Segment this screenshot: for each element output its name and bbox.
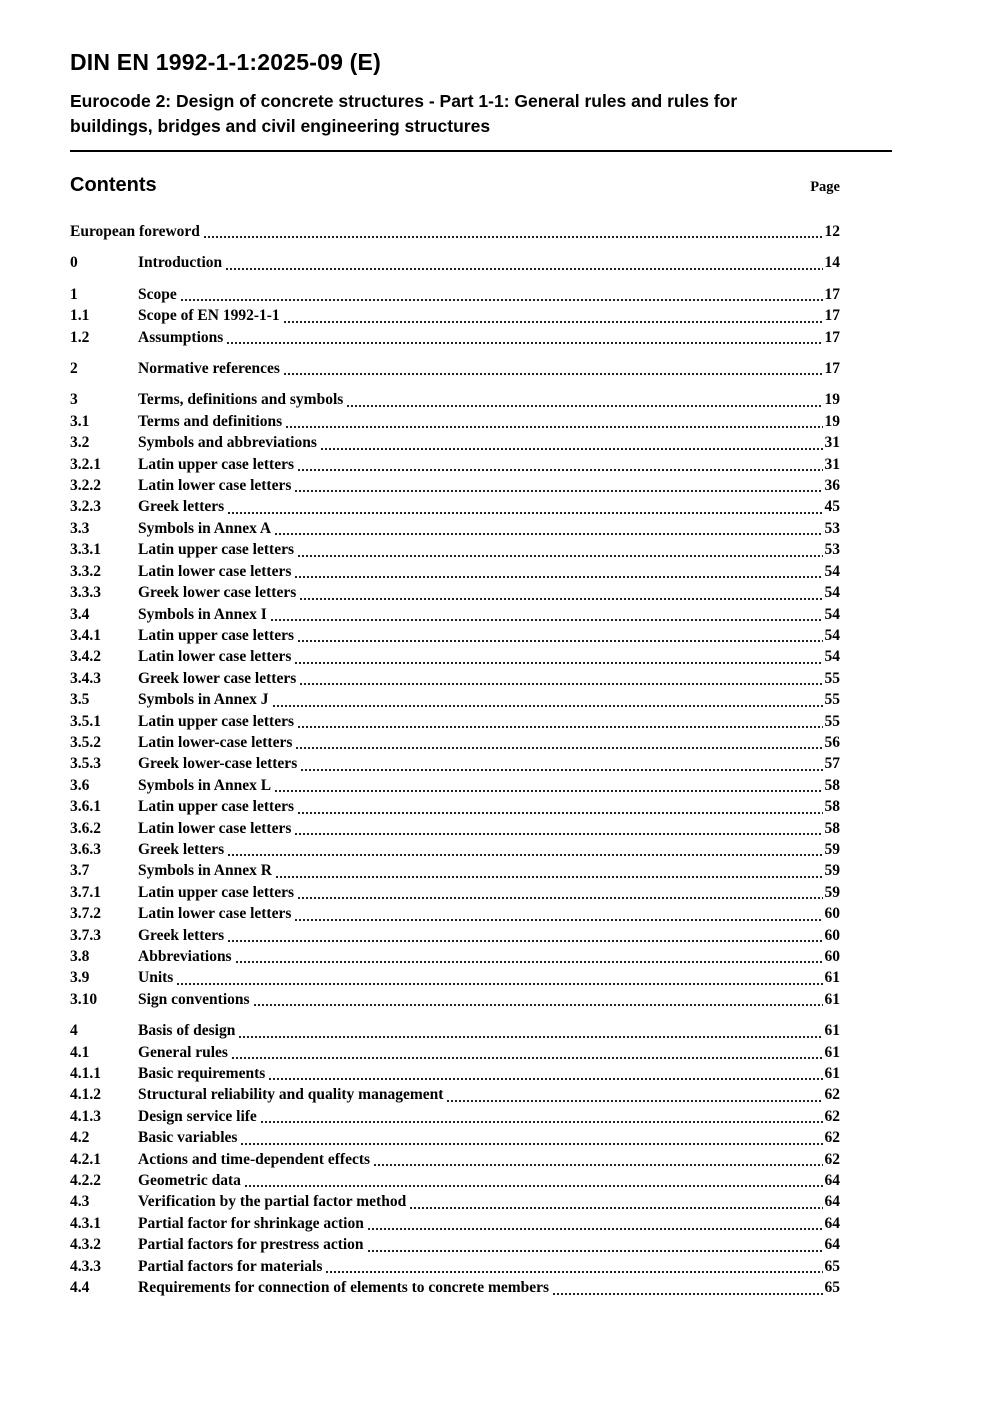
toc-leader-dots xyxy=(295,746,822,750)
toc-entry-page: 31 xyxy=(824,455,840,473)
toc-entry-number: 4.1.1 xyxy=(70,1065,101,1083)
toc-leader-dots xyxy=(244,1184,823,1188)
toc-entry-title: Latin upper case letters xyxy=(138,798,294,816)
toc-entry-title: Latin upper case letters xyxy=(138,541,294,559)
toc-leader-dots xyxy=(260,1120,823,1124)
toc-entry-page: 61 xyxy=(824,1043,840,1061)
toc-entry-page: 64 xyxy=(824,1214,840,1232)
toc-entry-number: 4.1.3 xyxy=(70,1107,101,1125)
toc-entry-page: 53 xyxy=(824,519,840,537)
toc-leader-dots xyxy=(346,404,822,408)
toc-entry-page: 64 xyxy=(824,1236,840,1254)
toc-leader-dots xyxy=(283,372,823,376)
toc-entry-page: 31 xyxy=(824,434,840,452)
toc-entry-page: 54 xyxy=(824,584,840,602)
toc-entry-number: 3.9 xyxy=(70,969,90,987)
toc-entry-page: 60 xyxy=(824,926,840,944)
toc-leader-dots xyxy=(297,896,823,900)
toc-entry-title: Latin upper case letters xyxy=(138,626,294,644)
toc-entry xyxy=(70,903,840,924)
toc-leader-dots xyxy=(294,832,822,836)
toc-leader-dots xyxy=(297,725,823,729)
toc-leader-dots xyxy=(283,320,823,324)
toc-entry-title: Units xyxy=(138,969,174,987)
toc-entry-title: Abbreviations xyxy=(138,948,232,965)
toc-leader-dots xyxy=(240,1142,822,1146)
toc-entry xyxy=(70,882,840,903)
toc-entry-number: 3.6.3 xyxy=(70,840,101,858)
toc-entry xyxy=(70,518,840,539)
document-id: DIN EN 1992-1-1:2025-09 (E) xyxy=(70,49,381,75)
toc-entry-number: 3.3.1 xyxy=(70,541,101,559)
toc-entry xyxy=(70,1170,840,1191)
toc-entry-title: Symbols in Annex J xyxy=(138,691,269,709)
toc-entry-page: 58 xyxy=(824,798,840,816)
toc-entry-page: 61 xyxy=(824,969,840,987)
toc-entry xyxy=(70,711,840,732)
toc-entry-page: 36 xyxy=(824,477,840,495)
toc-entry-page: 55 xyxy=(824,712,840,730)
toc-entry xyxy=(70,1084,840,1105)
toc-entry-page: 14 xyxy=(824,254,840,272)
toc-entry-number: 4.2 xyxy=(70,1129,90,1147)
toc-entry xyxy=(70,539,840,560)
toc-entry-page: 65 xyxy=(824,1279,840,1297)
toc-entry-number: 3.2.2 xyxy=(70,477,101,495)
toc-entry-page: 54 xyxy=(824,562,840,580)
toc-entry xyxy=(70,475,840,496)
toc-entry-title: Basic variables xyxy=(138,1129,238,1147)
toc-entry-number: 1.1 xyxy=(70,307,90,325)
toc-leader-dots xyxy=(300,768,822,772)
toc-entry xyxy=(70,1149,840,1170)
toc-entry-title: Geometric data xyxy=(138,1172,241,1190)
toc-entry-number: 4.2.2 xyxy=(70,1172,101,1190)
toc-leader-dots xyxy=(270,618,823,622)
toc-entry-page: 17 xyxy=(824,328,840,346)
toc-entry xyxy=(70,389,840,410)
toc-entry-page: 59 xyxy=(824,840,840,858)
toc-entry-page: 55 xyxy=(824,669,840,687)
toc-leader-dots xyxy=(253,1003,823,1007)
toc-entry-number: 3.10 xyxy=(70,990,98,1008)
header-divider xyxy=(70,150,892,152)
toc-entry-page: 17 xyxy=(824,360,840,378)
toc-entry-title: Symbols and abbreviations xyxy=(138,434,317,452)
toc-entry-number: 2 xyxy=(70,360,78,378)
toc-entry-title: General rules xyxy=(138,1043,228,1061)
toc-entry-number: 3.6.1 xyxy=(70,798,101,816)
toc-entry-title: Latin lower case letters xyxy=(138,905,292,923)
toc-leader-dots xyxy=(552,1292,822,1296)
toc-leader-dots xyxy=(268,1077,822,1081)
toc-entry-number: 4.2.1 xyxy=(70,1150,101,1168)
toc-entry-title: Latin upper case letters xyxy=(138,455,294,473)
toc-entry-number: 3.3.2 xyxy=(70,562,101,580)
page-column-label: Page xyxy=(810,179,840,195)
toc-leader-dots xyxy=(180,298,823,302)
toc-entry-number: 4.4 xyxy=(70,1279,90,1297)
toc-entry-title: Assumptions xyxy=(138,328,224,346)
toc-entry xyxy=(70,454,840,475)
toc-entry-page: 56 xyxy=(824,733,840,751)
toc-entry xyxy=(70,604,840,625)
toc-entry-number: 3.7 xyxy=(70,862,90,880)
toc-entry-title: Requirements for connection of elements to concrete members xyxy=(138,1279,550,1297)
toc-leader-dots xyxy=(294,575,822,579)
document-subtitle xyxy=(70,89,922,139)
toc-entry-page: 64 xyxy=(824,1193,840,1211)
toc-entry-title: Latin lower case letters xyxy=(138,819,292,837)
toc-entry-page: 54 xyxy=(824,648,840,666)
toc-entry-title: Symbols in Annex A xyxy=(138,519,272,537)
toc-entry-page: 12 xyxy=(824,223,840,240)
toc-entry-number: 3.4.3 xyxy=(70,669,101,687)
toc-leader-dots xyxy=(320,447,823,451)
toc-entry-number: 3.2 xyxy=(70,434,90,452)
toc-entry xyxy=(70,625,840,646)
toc-entry-title: Scope of EN 1992-1-1 xyxy=(138,307,280,325)
contents-header xyxy=(70,174,840,197)
toc-entry xyxy=(70,252,840,273)
toc-leader-dots xyxy=(297,811,823,815)
toc-entry xyxy=(70,860,840,881)
toc-leader-dots xyxy=(297,468,823,472)
toc-entry-page: 54 xyxy=(824,605,840,623)
toc-entry-title: Latin lower case letters xyxy=(138,477,292,495)
document-subtitle-line2: buildings, bridges and civil engineering structures xyxy=(70,116,491,136)
toc-leader-dots xyxy=(274,532,822,536)
toc-leader-dots xyxy=(373,1163,822,1167)
toc-entry-page: 17 xyxy=(824,285,840,303)
toc-entry-number: 4 xyxy=(70,1022,78,1040)
toc-entry-page: 58 xyxy=(824,776,840,794)
toc-entry-title: Design service life xyxy=(138,1107,257,1125)
toc-entry xyxy=(70,221,840,242)
toc-entry-page: 61 xyxy=(824,1065,840,1083)
toc-entry xyxy=(70,753,840,774)
toc-entry-title: Structural reliability and quality management xyxy=(138,1086,444,1104)
toc-entry-number: 4.1.2 xyxy=(70,1086,101,1104)
toc-entry-number: 3.2.1 xyxy=(70,455,101,473)
toc-entry-page: 64 xyxy=(824,1172,840,1190)
toc-entry xyxy=(70,796,840,817)
toc-entry-title: Basis of design xyxy=(138,1022,236,1040)
toc-entry-number: 3.8 xyxy=(70,948,90,965)
toc-entry xyxy=(70,925,840,946)
contents-heading: Contents xyxy=(70,174,157,196)
toc-entry-page: 60 xyxy=(824,905,840,923)
toc-entry-number: 1 xyxy=(70,285,78,303)
toc-leader-dots xyxy=(227,939,822,943)
toc-leader-dots xyxy=(294,918,822,922)
toc-entry xyxy=(70,732,840,753)
toc-entry-number: 4.3 xyxy=(70,1193,90,1211)
toc-entry-title: Verification by the partial factor method xyxy=(138,1193,407,1211)
toc-entry xyxy=(70,818,840,839)
toc-entry xyxy=(70,775,840,796)
toc-leader-dots xyxy=(446,1099,822,1103)
toc-leader-dots xyxy=(297,639,823,643)
toc-entry-number: 4.3.2 xyxy=(70,1236,101,1254)
toc-entry-number: 3.6.2 xyxy=(70,819,101,837)
table-of-contents xyxy=(70,221,840,1299)
toc-leader-dots xyxy=(226,341,822,345)
toc-entry-number: 3.5.2 xyxy=(70,733,101,751)
toc-entry xyxy=(70,327,840,348)
toc-entry xyxy=(70,689,840,710)
toc-entry-title: Introduction xyxy=(138,254,223,272)
toc-entry-title: Partial factors for prestress action xyxy=(138,1236,364,1254)
toc-entry xyxy=(70,946,840,967)
toc-entry-page: 17 xyxy=(824,307,840,325)
toc-leader-dots xyxy=(325,1270,822,1274)
toc-entry-page: 59 xyxy=(824,883,840,901)
toc-entry xyxy=(70,839,840,860)
toc-entry-number: 3.3.3 xyxy=(70,584,101,602)
toc-entry xyxy=(70,305,840,326)
toc-entry-number: 3.7.2 xyxy=(70,905,101,923)
toc-entry xyxy=(70,1277,840,1298)
toc-entry-page: 62 xyxy=(824,1129,840,1147)
toc-entry-page: 59 xyxy=(824,862,840,880)
toc-entry-page: 19 xyxy=(824,412,840,430)
toc-entry-page: 62 xyxy=(824,1150,840,1168)
toc-entry-number: 3 xyxy=(70,391,78,409)
toc-entry xyxy=(70,1106,840,1127)
toc-entry-page: 55 xyxy=(824,691,840,709)
toc-entry-title: Greek lower case letters xyxy=(138,584,297,602)
toc-entry-page: 61 xyxy=(824,1022,840,1040)
toc-entry-title: Terms, definitions and symbols xyxy=(138,391,344,409)
toc-entry-page: 65 xyxy=(824,1257,840,1275)
toc-entry-number: 4.3.1 xyxy=(70,1214,101,1232)
toc-entry xyxy=(70,1234,840,1255)
toc-entry-number: 4.1 xyxy=(70,1043,90,1061)
toc-leader-dots xyxy=(227,853,822,857)
toc-entry-title: Sign conventions xyxy=(138,990,250,1008)
toc-leader-dots xyxy=(275,875,823,879)
toc-entry-page: 57 xyxy=(824,755,840,773)
toc-entry-number: 3.7.3 xyxy=(70,926,101,944)
toc-leader-dots xyxy=(225,267,822,271)
toc-leader-dots xyxy=(299,682,822,686)
toc-leader-dots xyxy=(299,597,822,601)
toc-entry xyxy=(70,1063,840,1084)
toc-entry xyxy=(70,561,840,582)
toc-entry-page: 61 xyxy=(824,990,840,1008)
toc-entry-title: Normative references xyxy=(138,360,280,378)
toc-leader-dots xyxy=(203,235,823,239)
toc-entry xyxy=(70,1213,840,1234)
toc-leader-dots xyxy=(176,982,822,986)
toc-entry-page: 58 xyxy=(824,819,840,837)
toc-entry-number: 4.3.3 xyxy=(70,1257,101,1275)
toc-entry-title: Greek letters xyxy=(138,840,225,858)
toc-entry-title: Actions and time-dependent effects xyxy=(138,1150,371,1168)
toc-entry-title: Partial factor for shrinkage action xyxy=(138,1214,364,1232)
toc-leader-dots xyxy=(272,704,823,708)
toc-entry-title: Latin lower-case letters xyxy=(138,733,293,751)
toc-entry-page: 60 xyxy=(824,948,840,965)
toc-entry-number: 1.2 xyxy=(70,328,90,346)
toc-entry-title: Latin upper case letters xyxy=(138,883,294,901)
toc-entry xyxy=(70,411,840,432)
toc-entry-title: Symbols in Annex I xyxy=(138,605,267,623)
toc-entry-title: Greek lower case letters xyxy=(138,669,297,687)
toc-entry-number: 3.3 xyxy=(70,519,90,537)
toc-entry-number: 3.7.1 xyxy=(70,883,101,901)
toc-entry xyxy=(70,432,840,453)
toc-entry xyxy=(70,1256,840,1277)
toc-leader-dots xyxy=(297,554,823,558)
toc-entry-number: 3.4.1 xyxy=(70,626,101,644)
toc-entry-title: Partial factors for materials xyxy=(138,1257,323,1275)
toc-entry-title: Symbols in Annex L xyxy=(138,776,272,794)
toc-entry-number: 3.1 xyxy=(70,412,90,430)
toc-entry-title: Latin lower case letters xyxy=(138,562,292,580)
toc-entry-number: 3.6 xyxy=(70,776,90,794)
toc-entry-number: 3.5.3 xyxy=(70,755,101,773)
toc-entry-title: Greek lower-case letters xyxy=(138,755,298,773)
toc-entry-title: Greek letters xyxy=(138,926,225,944)
toc-entry-page: 62 xyxy=(824,1107,840,1125)
toc-leader-dots xyxy=(294,661,822,665)
toc-entry-title: Latin upper case letters xyxy=(138,712,294,730)
toc-leader-dots xyxy=(294,489,822,493)
toc-entry xyxy=(70,358,840,379)
toc-entry-page: 45 xyxy=(824,498,840,516)
toc-entry-number: 3.4.2 xyxy=(70,648,101,666)
toc-entry xyxy=(70,967,840,988)
toc-leader-dots xyxy=(238,1035,822,1039)
toc-entry-title: Symbols in Annex R xyxy=(138,862,272,880)
toc-leader-dots xyxy=(235,960,823,964)
toc-entry xyxy=(70,1020,840,1041)
toc-entry-number: 0 xyxy=(70,254,78,272)
toc-leader-dots xyxy=(285,425,822,429)
toc-entry xyxy=(70,646,840,667)
toc-entry-page: 54 xyxy=(824,626,840,644)
toc-entry-page: 53 xyxy=(824,541,840,559)
toc-entry-title: Scope xyxy=(138,285,177,303)
toc-entry-number: 3.4 xyxy=(70,605,90,623)
toc-entry-title: Basic requirements xyxy=(138,1065,266,1083)
toc-entry-number: 3.2.3 xyxy=(70,498,101,516)
toc-entry xyxy=(70,1127,840,1148)
toc-leader-dots xyxy=(367,1249,823,1253)
toc-entry-title: European foreword xyxy=(70,223,200,240)
toc-leader-dots xyxy=(231,1056,823,1060)
toc-leader-dots xyxy=(274,789,822,793)
toc-entry xyxy=(70,989,840,1010)
toc-entry-title: Terms and definitions xyxy=(138,412,283,430)
toc-entry xyxy=(70,1191,840,1212)
toc-entry xyxy=(70,582,840,603)
toc-entry xyxy=(70,284,840,305)
toc-entry-number: 3.5.1 xyxy=(70,712,101,730)
toc-leader-dots xyxy=(227,511,822,515)
toc-entry xyxy=(70,1042,840,1063)
toc-leader-dots xyxy=(367,1227,823,1231)
toc-entry-title: Greek letters xyxy=(138,498,225,516)
toc-entry-page: 62 xyxy=(824,1086,840,1104)
toc-leader-dots xyxy=(409,1206,822,1210)
toc-entry-number: 3.5 xyxy=(70,691,90,709)
toc-entry-page: 19 xyxy=(824,391,840,409)
toc-entry-title: Latin lower case letters xyxy=(138,648,292,666)
toc-entry xyxy=(70,496,840,517)
toc-entry xyxy=(70,668,840,689)
document-subtitle-line1: Eurocode 2: Design of concrete structures - Part 1-1: General rules and rules for xyxy=(70,91,738,111)
